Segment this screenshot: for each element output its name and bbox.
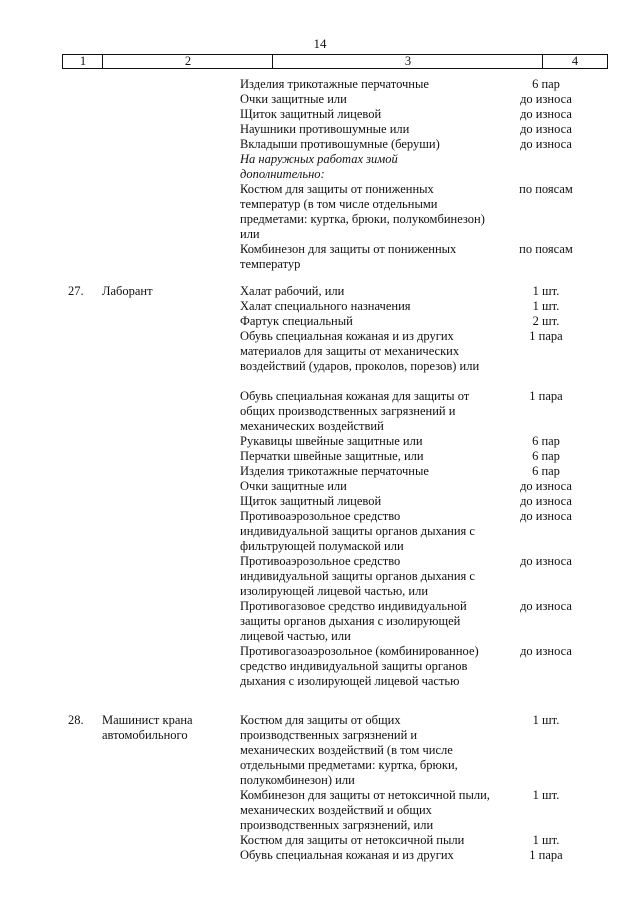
section-note: На наружных работах зимой дополнительно: (240, 152, 398, 181)
page-number: 14 (313, 36, 327, 51)
item-text: Фартук специальный (240, 314, 353, 328)
profession-name: Машинист крана автомобильного (102, 713, 193, 742)
item-qty: 1 шт. (532, 713, 560, 727)
item-text: Халат рабочий, или (240, 284, 345, 298)
item-text: Обувь специальная кожаная и из других материалов для защиты от механических воздействий (ударов, проколов, порезов) или (240, 329, 480, 373)
item-text: Противогазоаэрозольное (комбинированное) средство индивидуальной защиты органов дыхания с изолирующей лицевой частью (240, 644, 479, 688)
item-qty: до износа (520, 509, 572, 523)
item-qty: до износа (520, 494, 572, 508)
item-text: Щиток защитный лицевой (240, 107, 382, 121)
item-qty: 1 шт. (532, 833, 560, 847)
header-col-4: 4 (571, 54, 579, 68)
item-qty: 6 пар (532, 449, 560, 463)
item-qty: до износа (520, 644, 572, 658)
entry-number: 28. (68, 713, 84, 727)
item-text: Обувь специальная кожаная и из других (240, 848, 454, 862)
item-qty: 6 пар (532, 434, 560, 448)
item-text: Комбинезон для защиты от пониженных температур (240, 242, 457, 271)
item-text: Перчатки швейные защитные, или (240, 449, 424, 463)
table-header (62, 54, 608, 69)
item-qty: до износа (520, 122, 572, 136)
item-text: Костюм для защиты от пониженных температур (в том числе отдельными предметами: куртка, брюки, полукомбинезон) или (240, 182, 485, 241)
item-text: Противогазовое средство индивидуальной защиты органов дыхания с изолирующей лицевой частью, или (240, 599, 467, 643)
item-text: Противоаэрозольное средство индивидуальной защиты органов дыхания с фильтрующей полумаской или (240, 509, 475, 553)
item-qty: до износа (520, 107, 572, 121)
item-qty: 2 шт. (532, 314, 560, 328)
item-text: Халат специального назначения (240, 299, 411, 313)
item-qty: 1 шт. (532, 299, 560, 313)
item-qty: до износа (520, 137, 572, 151)
header-col-1: 1 (79, 54, 87, 68)
item-qty: 6 пар (532, 77, 560, 91)
item-text: Наушники противошумные или (240, 122, 410, 136)
item-qty: до износа (520, 599, 572, 613)
entry-number: 27. (68, 284, 84, 298)
item-qty: 1 пара (529, 848, 563, 862)
item-qty: до износа (520, 92, 572, 106)
item-text: Костюм для защиты от общих производственных загрязнений и механических воздействий (в том числе отдельными предметами: куртка, брюки, полукомбинезон) или (240, 713, 458, 787)
item-qty: 6 пар (532, 464, 560, 478)
item-qty: 1 шт. (532, 284, 560, 298)
item-text: Изделия трикотажные перчаточные (240, 77, 429, 91)
item-text: Комбинезон для защиты от нетоксичной пыли, механических воздействий и общих производственных загрязнений, или (240, 788, 490, 832)
item-text: Очки защитные или (240, 479, 347, 493)
item-text: Вкладыши противошумные (беруши) (240, 137, 440, 151)
header-col-3: 3 (404, 54, 412, 68)
item-text: Противоаэрозольное средство индивидуальной защиты органов дыхания с изолирующей лицевой частью, или (240, 554, 475, 598)
header-col-2: 2 (184, 54, 192, 68)
profession-name: Лаборант (102, 284, 153, 298)
item-qty: по поясам (519, 182, 573, 196)
item-qty: 1 пара (529, 329, 563, 343)
item-text: Изделия трикотажные перчаточные (240, 464, 429, 478)
item-text: Обувь специальная кожаная для защиты от общих производственных загрязнений и механических воздействий (240, 389, 470, 433)
item-text: Костюм для защиты от нетоксичной пыли (240, 833, 465, 847)
item-qty: по поясам (519, 242, 573, 256)
item-text: Щиток защитный лицевой (240, 494, 382, 508)
item-text: Рукавицы швейные защитные или (240, 434, 423, 448)
item-qty: 1 шт. (532, 788, 560, 802)
item-text: Очки защитные или (240, 92, 347, 106)
item-qty: 1 пара (529, 389, 563, 403)
item-qty: до износа (520, 479, 572, 493)
item-qty: до износа (520, 554, 572, 568)
